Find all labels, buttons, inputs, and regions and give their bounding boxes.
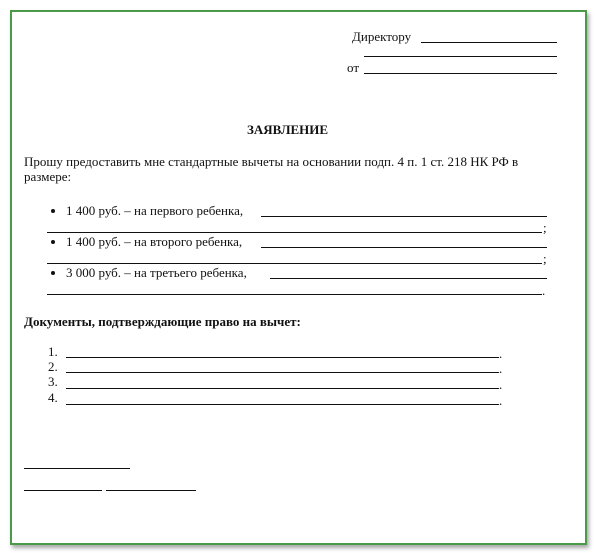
deduction-third-line[interactable]	[270, 278, 547, 279]
document-3-number: 3.	[48, 374, 58, 389]
document-4-number: 4.	[48, 390, 58, 405]
document-1-end: .	[499, 346, 503, 361]
from-label: от	[347, 60, 360, 75]
deduction-second-line[interactable]	[261, 247, 547, 248]
bullet-icon	[51, 240, 55, 244]
from-name-line[interactable]	[364, 73, 557, 74]
request-text-line1: Прошу предоставить мне стандартные вычеты на основании подп. 4 п. 1 ст. 218 НК РФ в	[24, 154, 519, 169]
deduction-second-end: ;	[543, 251, 547, 266]
director-name-line[interactable]	[421, 42, 557, 43]
documents-heading: Документы, подтверждающие право на вычет:	[24, 314, 301, 329]
document-2-number: 2.	[48, 359, 58, 374]
request-text-line2: размере:	[24, 169, 72, 184]
director-extra-line[interactable]	[364, 56, 557, 57]
document-3-line[interactable]	[66, 388, 499, 389]
document-1-number: 1.	[48, 344, 58, 359]
signature-line[interactable]	[24, 490, 102, 491]
deduction-third-line-2[interactable]	[47, 294, 542, 295]
document-2-line[interactable]	[66, 372, 499, 373]
date-line[interactable]	[24, 468, 130, 469]
deduction-first-end: ;	[543, 220, 547, 235]
deduction-first-line[interactable]	[261, 216, 547, 217]
deduction-third-child: 3 000 руб. – на третьего ребенка,	[66, 265, 247, 280]
deduction-second-child: 1 400 руб. – на второго ребенка,	[66, 234, 243, 249]
bullet-icon	[51, 271, 55, 275]
document-4-line[interactable]	[66, 404, 499, 405]
document-1-line[interactable]	[66, 357, 499, 358]
deduction-second-line-2[interactable]	[47, 263, 542, 264]
bullet-icon	[51, 209, 55, 213]
signature-name-line[interactable]	[106, 490, 196, 491]
document-4-end: .	[499, 393, 503, 408]
document-title: ЗАЯВЛЕНИЕ	[247, 122, 329, 137]
document-3-end: .	[499, 377, 503, 392]
deduction-first-child: 1 400 руб. – на первого ребенка,	[66, 203, 244, 218]
director-label: Директору	[352, 29, 412, 44]
deduction-first-line-2[interactable]	[47, 232, 542, 233]
document-2-end: .	[499, 361, 503, 376]
deduction-third-end: .	[542, 283, 546, 298]
